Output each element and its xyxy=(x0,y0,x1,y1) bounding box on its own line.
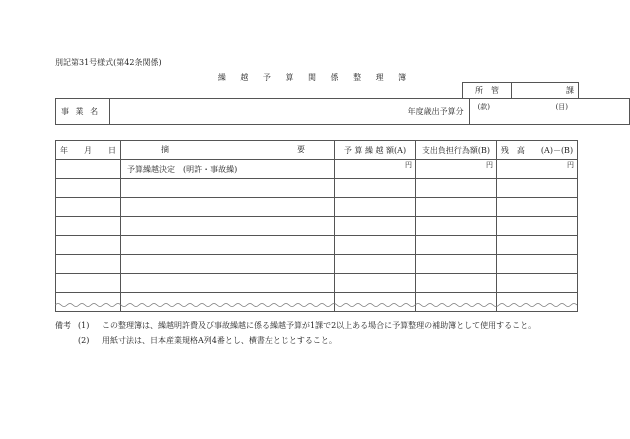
form-number-label: 別記第31号様式(第42条関係) xyxy=(55,58,162,67)
header-summary-right: 要 xyxy=(297,145,305,154)
note-item xyxy=(55,318,536,333)
header-summary-left: 摘 xyxy=(161,145,169,154)
page-title: 繰 越 予 算 関 係 整 理 簿 xyxy=(217,73,413,82)
budget-category-cell xyxy=(469,99,629,125)
ledger-row xyxy=(56,236,578,255)
budget-year-label: 年度歳出予算分 xyxy=(109,99,469,125)
header-date: 年 月 日 xyxy=(56,141,121,160)
ledger-row xyxy=(56,274,578,293)
ledger-row xyxy=(56,255,578,274)
department-table xyxy=(462,82,579,99)
business-table xyxy=(55,98,630,125)
moku-label: (目) xyxy=(555,103,569,111)
remaining-yen: 円 xyxy=(497,160,578,179)
department-label: 所 管 xyxy=(463,83,512,99)
note-text: この整理簿は、繰越明許費及び事故繰越に係る繰越予算が1課で2以上ある場合に予算整理の補助簿として使用すること。 xyxy=(102,321,537,330)
header-summary xyxy=(121,141,335,160)
carryover-yen: 円 xyxy=(335,160,416,179)
note-item xyxy=(55,333,536,348)
ledger-table xyxy=(55,140,578,312)
expenditure-yen: 円 xyxy=(416,160,497,179)
ledger-row xyxy=(56,179,578,198)
header-expenditure: 支出負担行為額(B) xyxy=(416,141,497,160)
summary-cell: 予算繰越決定 (明許・事故繰) xyxy=(121,160,335,179)
department-unit: 課 xyxy=(512,83,579,99)
header-remaining: 残 高 (A)－(B) xyxy=(497,141,578,160)
header-carryover: 予 算 繰 越 額(A) xyxy=(335,141,416,160)
note-number: (2) xyxy=(78,336,90,345)
business-name-label: 事 業 名 xyxy=(56,99,110,125)
ledger-row xyxy=(56,217,578,236)
note-text: 用紙寸法は、日本産業規格A列4番とし、横書左とじとすること。 xyxy=(102,336,337,345)
ledger-row xyxy=(56,160,578,179)
kan-label: (款) xyxy=(477,103,491,111)
notes-heading: 備考 xyxy=(55,321,71,330)
note-number: (1) xyxy=(78,321,90,330)
ledger-row xyxy=(56,198,578,217)
notes-section xyxy=(55,318,536,348)
date-cell xyxy=(56,160,121,179)
continuation-wavy-line xyxy=(55,302,577,308)
ledger-header-row xyxy=(56,141,578,160)
